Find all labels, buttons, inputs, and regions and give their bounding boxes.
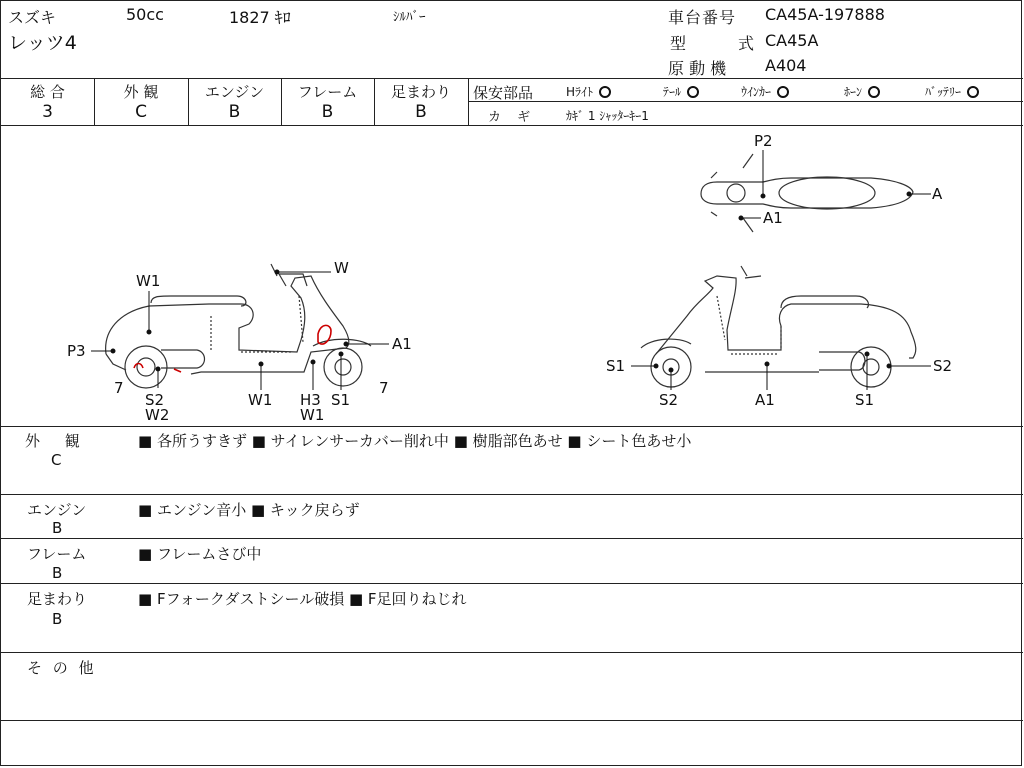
pointer-lines bbox=[91, 150, 931, 390]
safety-item-label: ﾊﾞｯﾃﾘｰ bbox=[925, 85, 962, 99]
model-name: レッツ4 bbox=[8, 32, 77, 54]
safety-item-label: ｳｲﾝｶｰ bbox=[741, 85, 772, 99]
remark-grade-suspension: B bbox=[52, 610, 63, 628]
remark-label-other: そ の 他 bbox=[27, 659, 97, 677]
grade-label-exterior: 外 観 bbox=[123, 83, 159, 101]
remark-label-engine: エンジン bbox=[27, 501, 87, 519]
maker: スズキ bbox=[8, 8, 57, 27]
grade-label-overall: 総 合 bbox=[30, 83, 65, 101]
safety-item-taillight bbox=[663, 83, 699, 100]
divider bbox=[1, 78, 1023, 79]
safety-label: 保安部品 bbox=[473, 84, 534, 102]
frame-no-label: 車台番号 bbox=[668, 8, 737, 27]
diagram-label: W bbox=[334, 259, 349, 277]
key-label: カ ギ bbox=[488, 110, 537, 125]
diagram-label: S2 bbox=[933, 357, 953, 375]
safety-item-battery bbox=[925, 83, 979, 100]
grade-label-suspension: 足まわり bbox=[390, 83, 451, 101]
key-value: ｶｷﾞ 1 ｼｬｯﾀｰｷｰ1 bbox=[566, 109, 649, 123]
safety-item-label: ﾃｰﾙ bbox=[663, 85, 682, 99]
damage-diagram bbox=[1, 126, 1023, 426]
ok-circle-icon bbox=[868, 86, 880, 98]
remark-text-exterior: ■ 各所うすきず ■ サイレンサーカバー削れ中 ■ 樹脂部色あせ ■ シート色あせ小 bbox=[138, 432, 692, 450]
divider bbox=[1, 583, 1023, 584]
grade-label-frame: フレーム bbox=[297, 83, 358, 101]
grade-value-frame: B bbox=[321, 102, 334, 122]
diagram-label: S1 bbox=[606, 357, 626, 375]
remark-label-frame: フレーム bbox=[27, 545, 87, 563]
safety-item-label: ﾎｰﾝ bbox=[844, 85, 863, 99]
diagram-label: A1 bbox=[392, 335, 412, 353]
diagram-label: 7 bbox=[114, 379, 124, 397]
divider bbox=[468, 101, 1023, 102]
safety-item-horn bbox=[844, 83, 880, 100]
divider bbox=[1, 494, 1023, 495]
mileage: 1827 ｷﾛ bbox=[229, 8, 291, 27]
safety-item-headlight bbox=[566, 83, 611, 100]
type-label-2: 式 bbox=[738, 34, 755, 53]
color: ｼﾙﾊﾞｰ bbox=[393, 10, 426, 25]
engine: A404 bbox=[765, 56, 807, 75]
remark-text-suspension: ■ Fフォークダストシール破損 ■ F足回りねじれ bbox=[138, 590, 467, 608]
safety-item-winker bbox=[741, 83, 789, 100]
divider bbox=[1, 652, 1023, 653]
type-label-1: 型 bbox=[670, 34, 687, 53]
grade-value-engine: B bbox=[228, 102, 241, 122]
grade-value-suspension: B bbox=[415, 102, 427, 122]
divider bbox=[468, 78, 469, 125]
diagram-label: S1 bbox=[855, 391, 875, 409]
diagram-label: A1 bbox=[755, 391, 775, 409]
ok-circle-icon bbox=[777, 86, 789, 98]
frame-no: CA45A-197888 bbox=[765, 5, 885, 24]
safety-item-label: Hﾗｲﾄ bbox=[566, 85, 594, 99]
diagram-label: P3 bbox=[67, 342, 86, 360]
diagram-label: W1 bbox=[136, 272, 161, 290]
diagram-label: S1 bbox=[331, 391, 351, 409]
engine-label: 原 動 機 bbox=[668, 59, 727, 78]
remark-label-exterior: 外 観 bbox=[25, 432, 90, 450]
grade-value-exterior: C bbox=[135, 102, 147, 122]
diagram-label: 7 bbox=[379, 379, 389, 397]
diagram-label: S2 bbox=[659, 391, 679, 409]
grade-value-overall: 3 bbox=[42, 102, 53, 122]
divider bbox=[1, 538, 1023, 539]
divider bbox=[1, 720, 1023, 721]
displacement: 50cc bbox=[126, 5, 164, 24]
remark-grade-engine: B bbox=[52, 519, 63, 537]
ok-circle-icon bbox=[687, 86, 699, 98]
diagram-label: S2 bbox=[145, 391, 165, 409]
remark-text-engine: ■ エンジン音小 ■ キック戻らず bbox=[138, 501, 360, 519]
diagram-label: W1 bbox=[300, 406, 325, 424]
diagram-label: W2 bbox=[145, 406, 170, 424]
ok-circle-icon bbox=[967, 86, 979, 98]
scooter-top-view bbox=[701, 154, 913, 232]
remark-text-frame: ■ フレームさび中 bbox=[138, 545, 262, 563]
remark-label-suspension: 足まわり bbox=[27, 590, 88, 608]
divider bbox=[1, 426, 1023, 427]
diagram-label: H3 bbox=[300, 391, 321, 409]
diagram-label: A bbox=[932, 185, 943, 203]
remark-grade-exterior: C bbox=[51, 451, 62, 469]
grade-label-engine: エンジン bbox=[204, 83, 265, 101]
scooter-right-side-view bbox=[641, 266, 916, 387]
remark-grade-frame: B bbox=[52, 564, 63, 582]
diagram-label: P2 bbox=[754, 132, 773, 150]
diagram-label: W1 bbox=[248, 391, 273, 409]
ok-circle-icon bbox=[599, 86, 611, 98]
type: CA45A bbox=[765, 31, 819, 50]
diagram-label: A1 bbox=[763, 209, 783, 227]
